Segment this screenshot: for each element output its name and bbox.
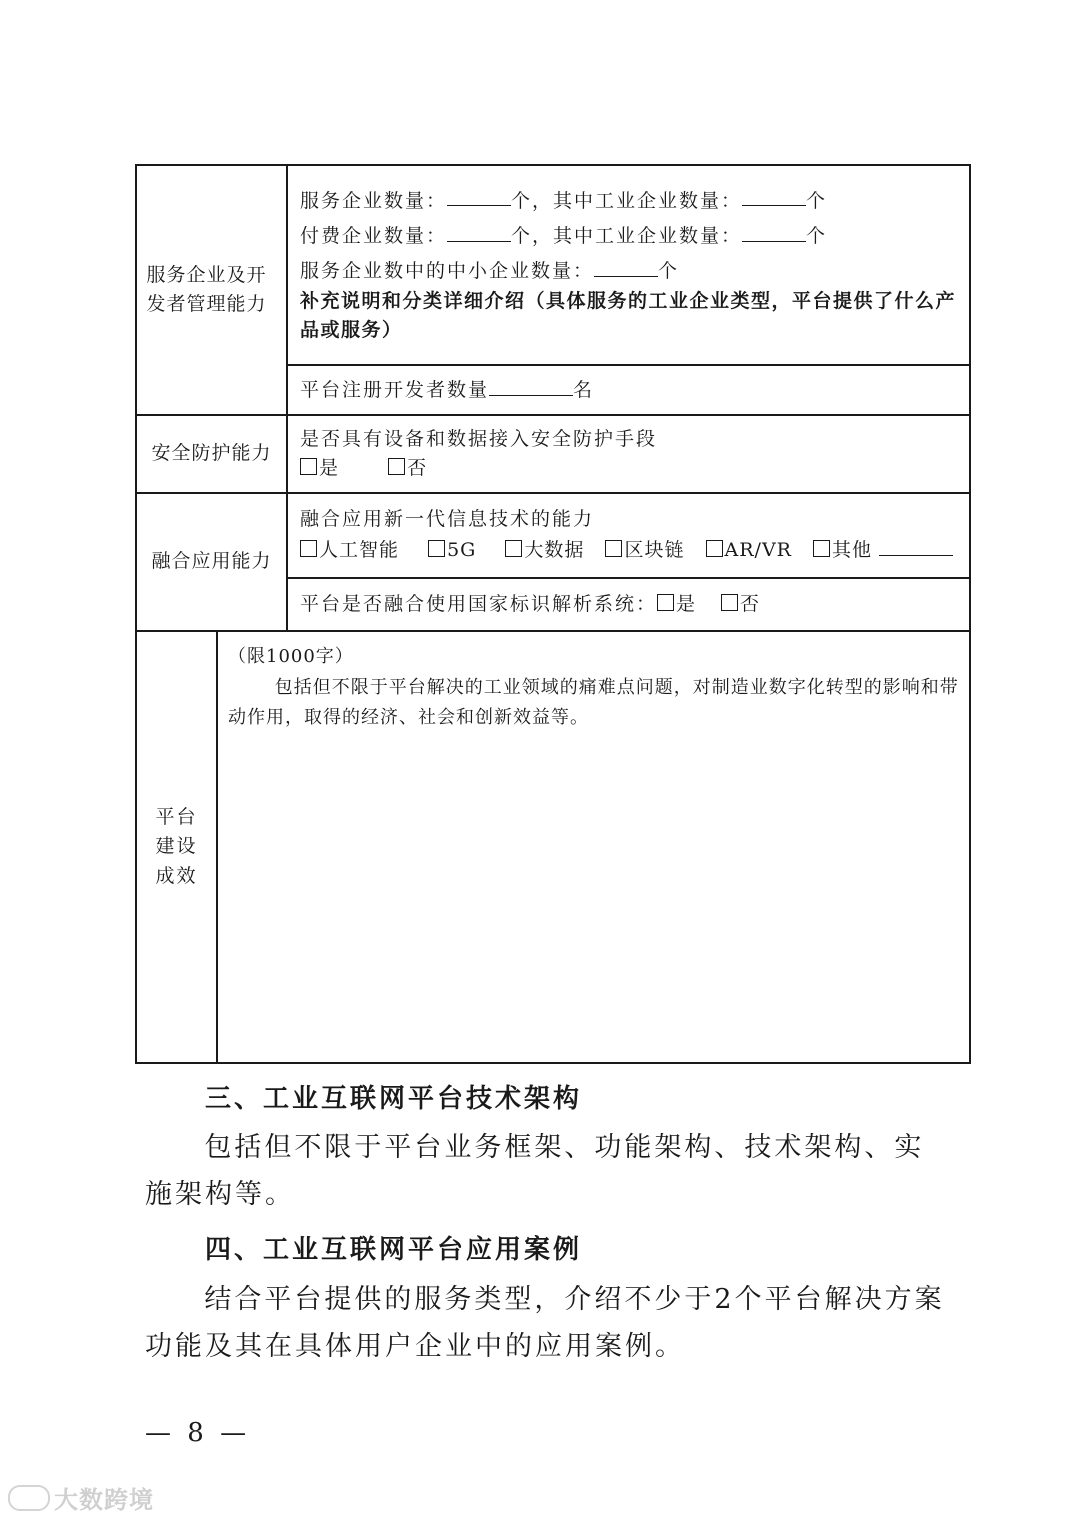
option-big-data[interactable]: 大数据 [505, 539, 584, 561]
option-blockchain[interactable]: 区块链 [605, 539, 684, 561]
developer-count-line: 平台注册开发者数量 名 [300, 374, 961, 405]
option-5g[interactable]: 5G [428, 539, 476, 561]
service-industrial-count-blank[interactable] [742, 185, 806, 207]
service-count-blank[interactable] [447, 185, 511, 207]
effect-description: 包括但不限于平台解决的工业领域的痛难点问题，对制造业数字化转型的影响和带动作用，取得的经济、社会和创新效益等。 [228, 676, 959, 729]
service-capability-label-text: 服务企业及开发者管理能力 [146, 263, 267, 315]
security-yes-option[interactable]: 是 [300, 457, 340, 479]
id-resolution-line: 平台是否融合使用国家标识解析系统： 是 否 [300, 592, 762, 615]
security-cell [287, 415, 970, 493]
fusion-label: 融合应用能力 [136, 493, 287, 631]
checkbox[interactable] [706, 540, 723, 557]
id-yes-option[interactable]: 是 [657, 593, 697, 615]
supplement-note: 补充说明和分类详细介绍（具体服务的工业企业类型，平台提供了什么产品或服务） [300, 289, 957, 341]
section-3-body: 包括但不限于平台业务框架、功能架构、技术架构、实施架构等。 [145, 1132, 925, 1211]
checkbox[interactable] [721, 594, 738, 611]
option-ar-vr[interactable]: AR/VR [706, 539, 792, 561]
paid-count-line: 付费企业数量： 个，其中工业企业数量： 个 [300, 220, 961, 251]
checkbox[interactable] [300, 540, 317, 557]
security-question: 是否具有设备和数据接入安全防护手段 [300, 427, 658, 450]
paid-count-blank[interactable] [447, 220, 511, 242]
page-number: — 8 — [145, 1418, 251, 1448]
application-form-table [135, 164, 971, 1064]
developer-count-cell [287, 365, 970, 415]
option-ai[interactable]: 人工智能 [300, 539, 399, 561]
checkbox[interactable] [505, 540, 522, 557]
watermark: 大数跨境 [8, 1480, 154, 1515]
option-other[interactable]: 其他 [813, 539, 872, 561]
checkbox[interactable] [813, 540, 830, 557]
developer-count-blank[interactable] [489, 374, 573, 396]
checkbox[interactable] [657, 594, 674, 611]
checkbox[interactable] [388, 458, 405, 475]
security-options [300, 454, 961, 483]
paid-industrial-count-blank[interactable] [742, 220, 806, 242]
fusion-tech-cell [287, 493, 970, 578]
sme-count-line: 服务企业数中的中小企业数量： 个 [300, 255, 961, 286]
checkbox[interactable] [605, 540, 622, 557]
effect-label: 平台 建设 成效 [136, 631, 217, 1063]
section-4-heading: 四、工业互联网平台应用案例 [205, 1235, 583, 1265]
id-no-option[interactable]: 否 [721, 593, 761, 615]
word-limit: （限1000字） [228, 646, 354, 667]
sme-count-blank[interactable] [594, 255, 658, 277]
service-count-cell [287, 165, 970, 365]
fusion-options [300, 535, 961, 566]
checkbox[interactable] [300, 458, 317, 475]
effect-content-area[interactable] [217, 631, 970, 1063]
other-blank[interactable] [879, 535, 953, 557]
security-label: 安全防护能力 [136, 415, 287, 493]
service-capability-label [136, 165, 287, 415]
fusion-question: 融合应用新一代信息技术的能力 [300, 508, 595, 531]
checkbox[interactable] [428, 540, 445, 557]
id-resolution-cell [287, 578, 970, 631]
security-no-option[interactable]: 否 [388, 457, 428, 479]
section-3-heading: 三、工业互联网平台技术架构 [205, 1084, 583, 1114]
section-4-body: 结合平台提供的服务类型，介绍不少于2个平台解决方案功能及其在具体用户企业中的应用案例。 [145, 1284, 945, 1363]
service-count-line: 服务企业数量： 个，其中工业企业数量： 个 [300, 185, 961, 216]
watermark-logo-icon [8, 1485, 50, 1511]
